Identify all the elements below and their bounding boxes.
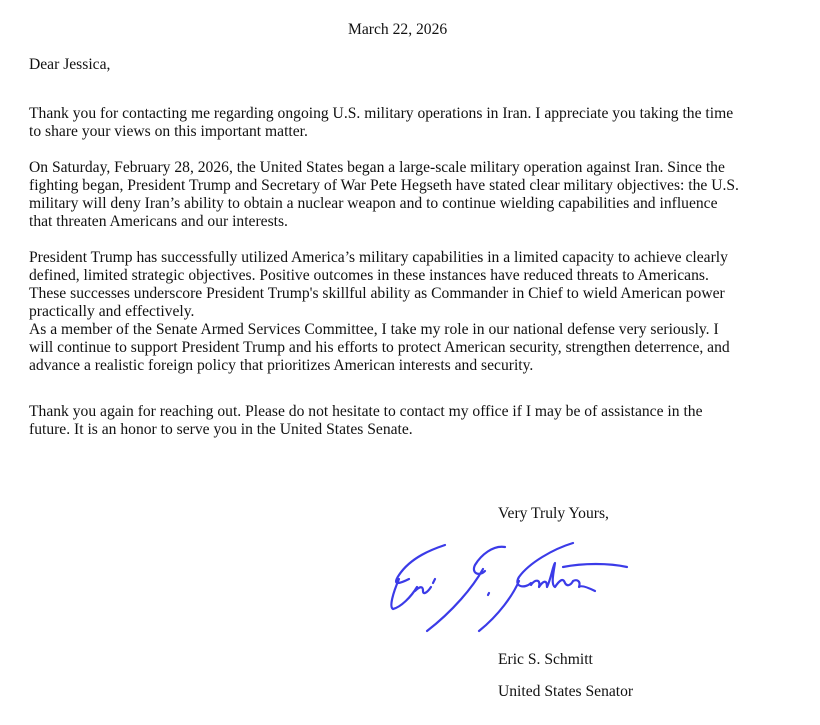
signature-image — [383, 535, 633, 635]
paragraph-line: will continue to support President Trump and his efforts to protect American security, strengthen deterrence, and — [29, 339, 730, 356]
letter-date: March 22, 2026 — [348, 21, 448, 38]
paragraph-line: that threaten Americans and our interests. — [29, 213, 288, 230]
signer-title: United States Senator — [498, 683, 634, 700]
paragraph-line: advance a realistic foreign policy that prioritizes American interests and security. — [29, 357, 534, 374]
signer-name: Eric S. Schmitt — [498, 651, 593, 668]
closing: Very Truly Yours, — [498, 505, 609, 522]
paragraph — [29, 249, 728, 321]
paragraph-line: President Trump has successfully utilized America’s military capabilities in a limited capacity to achieve clearly — [29, 249, 728, 266]
paragraph — [29, 403, 703, 439]
salutation: Dear Jessica, — [29, 56, 111, 73]
paragraph-line: These successes underscore President Trump's skillful ability as Commander in Chief to wield American power — [29, 285, 725, 302]
paragraph-line: military will deny Iran’s ability to obtain a nuclear weapon and to continue wielding capabilities and influence — [29, 195, 718, 212]
paragraph-line: defined, limited strategic objectives. Positive outcomes in these instances have reduced threats to Americans. — [29, 267, 709, 284]
paragraph-line: On Saturday, February 28, 2026, the United States began a large-scale military operation against Iran. Since the — [29, 159, 725, 176]
paragraph-line: Thank you for contacting me regarding ongoing U.S. military operations in Iran. I appreciate you taking the time — [29, 105, 734, 122]
paragraph-line: As a member of the Senate Armed Services Committee, I take my role in our national defense very seriously. I — [29, 321, 719, 338]
paragraph — [29, 159, 739, 231]
paragraph-line: practically and effectively. — [29, 303, 195, 320]
paragraph-line: fighting began, President Trump and Secretary of War Pete Hegseth have stated clear military objectives: the U.S. — [29, 177, 739, 194]
paragraph — [29, 321, 730, 375]
paragraph — [29, 105, 733, 141]
paragraph-line: future. It is an honor to serve you in the United States Senate. — [29, 421, 413, 438]
paragraph-line: to share your views on this important matter. — [29, 123, 308, 140]
paragraph-line: Thank you again for reaching out. Please do not hesitate to contact my office if I may be of assistance in the — [29, 403, 703, 420]
